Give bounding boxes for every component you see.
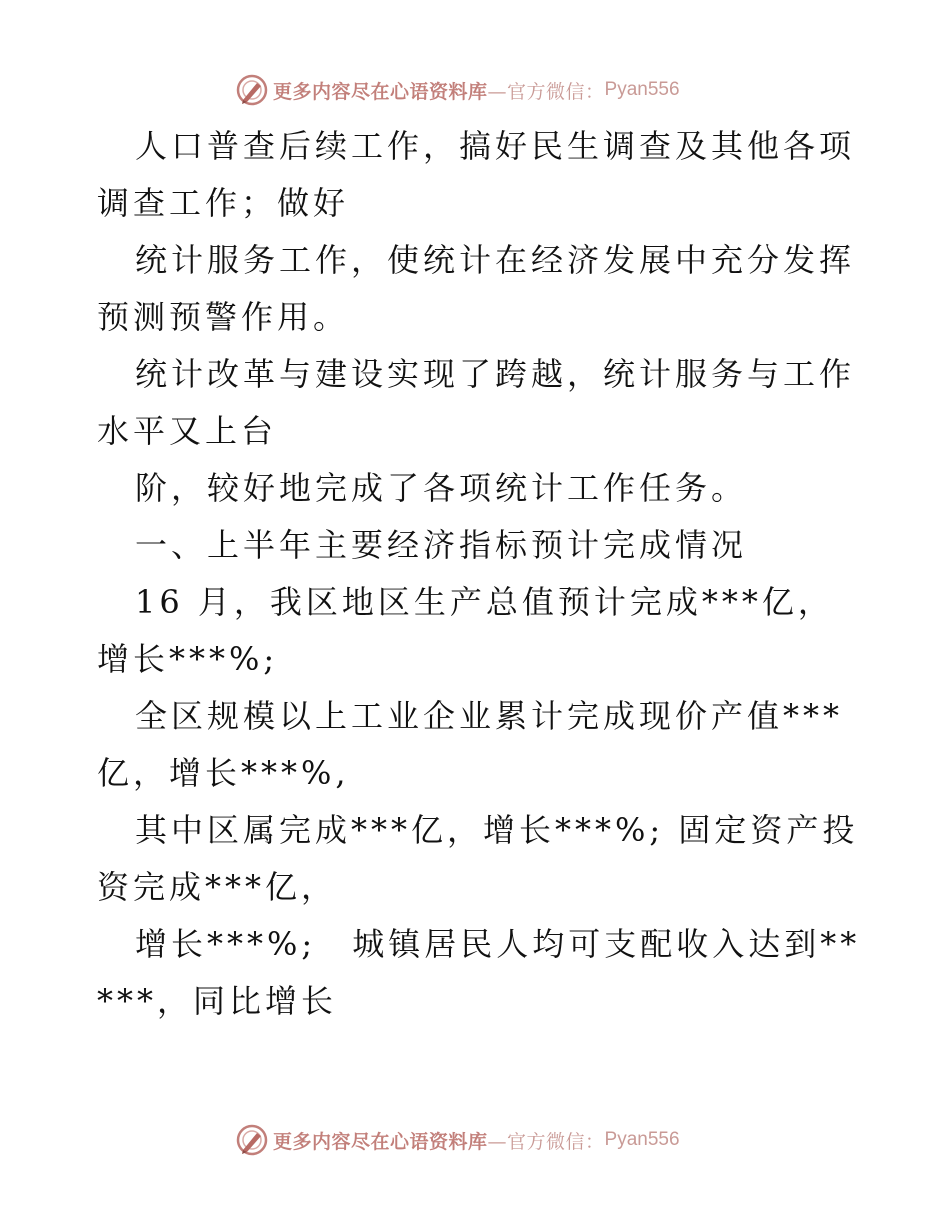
paragraph: 全区规模以上工业企业累计完成现价产值***亿，增长***%, bbox=[97, 697, 844, 792]
paragraph: 统计改革与建设实现了跨越，统计服务与工作水平又上台 bbox=[97, 355, 856, 450]
paragraph: 增长***%; 城镇居民人均可支配收入达到*****，同比增长 bbox=[97, 925, 861, 1020]
paragraph: 其中区属完成***亿，增长***%; 固定资产投资完成***亿， bbox=[97, 811, 859, 906]
paragraph: 16 月，我区地区生产总值预计完成***亿，增长***%; bbox=[97, 583, 834, 678]
watermark-brand: 更多内容尽在心语资料库—官方微信： bbox=[273, 80, 605, 103]
paragraph: 人口普查后续工作，搞好民生调查及其他各项调查工作；做好 bbox=[97, 127, 856, 222]
header-watermark bbox=[235, 72, 680, 108]
pen-logo-icon bbox=[235, 73, 269, 107]
watermark-wechat-id: Pyan556 bbox=[604, 1129, 680, 1150]
footer-watermark bbox=[235, 1122, 680, 1158]
watermark-brand: 更多内容尽在心语资料库—官方微信： bbox=[273, 1130, 605, 1153]
document-body bbox=[97, 118, 867, 1030]
watermark-wechat-id: Pyan556 bbox=[604, 79, 680, 100]
paragraph: 统计服务工作，使统计在经济发展中充分发挥预测预警作用。 bbox=[97, 241, 856, 336]
paragraph: 阶，较好地完成了各项统计工作任务。 bbox=[135, 469, 748, 507]
pen-logo-icon bbox=[235, 1123, 269, 1157]
section-heading: 一、上半年主要经济指标预计完成情况 bbox=[135, 526, 748, 564]
